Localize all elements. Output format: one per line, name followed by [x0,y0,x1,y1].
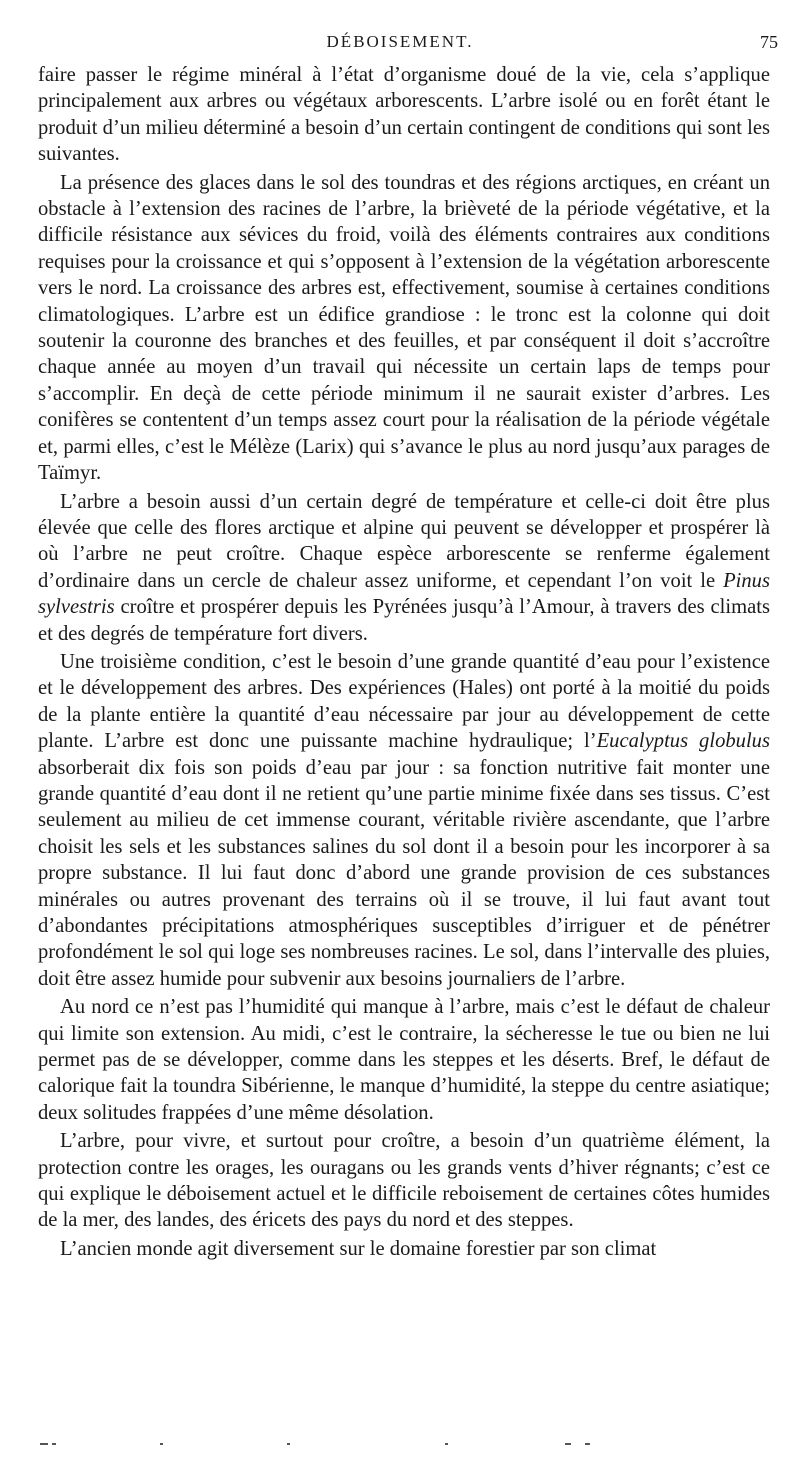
page-header [0,28,800,58]
paragraph-3 [38,489,770,647]
paragraph-3-text-before: L’arbre a besoin aussi d’un certain degré de température et celle-ci doit être plus élevée que celle des flores arctique et alpine qui peuvent se développer et prospérer là où l’arbre ne peut croître. Chaque espèce arborescente se renferme également d’ordinaire dans un cercle de chaleur assez uniforme, et cependant l’on voit le [38,490,770,592]
paragraph-4-species-name: Eucalyptus globulus [596,730,770,753]
scan-artifacts [0,1440,800,1450]
paragraph-4-text-after: absorberait dix fois son poids d’eau par jour : sa fonction nutritive fait monter une grande quantité d’eau dont il ne retient qu’une partie minime fixée dans ses tissus. C’est seulement au milieu de cet immense courant, véritable rivière ascendante, que l’arbre choisit les sels et les substances salines du sol dont il a besoin pour les incorporer à sa propre substance. Il lui faut donc d’abord une grande provision de ces substances minérales ou autres provenant des terrains où il se trouve, il lui faut avant tout d’abondantes précipitations atmosphériques susceptibles d’irriguer et de pénétrer profondément le sol qui loge ses nombreuses racines. Le sol, dans l’intervalle des pluies, doit être assez humide pour subvenir aux besoins journaliers de l’arbre. [38,756,770,990]
scan-speck [287,1443,290,1445]
paragraph-5: Au nord ce n’est pas l’humidité qui manque à l’arbre, mais c’est le défaut de chaleur qui limite son extension. Au midi, c’est le contraire, la sécheresse le tue ou bien ne lui permet pas de se développer, comme dans les steppes et les déserts. Bref, le défaut de calorique fait la toundra Sibérienne, le manque d’humidité, la steppe du centre asiatique; deux solitudes frappées d’une même désolation. [38,996,770,1124]
scan-speck [565,1443,571,1445]
paragraph-7: L’ancien monde agit diversement sur le domaine forestier par son climat [60,1237,657,1260]
scan-speck [585,1443,590,1445]
scan-speck [52,1443,56,1445]
scan-speck [160,1443,163,1445]
page-number: 75 [760,32,778,52]
paragraph-3-species-name: Pinus sylvestris [38,569,770,619]
paragraph-2: La présence des glaces dans le sol des toundras et des régions arctiques, en créant un obstacle à l’extension des racines de l’arbre, la brièveté de la période végétative, et la difficile résistance aux sévices du froid, voilà des éléments contraires aux conditions requises pour la croissance et qui s’opposent à l’extension de la végétation arborescente vers le nord. La croissance des arbres est, effectivement, soumise à certaines conditions climatologiques. L’arbre est un édifice grandiose : le tronc est la colonne qui doit soutenir la couronne des branches et des feuilles, et par conséquent il doit s’accroître chaque année au moyen d’un travail qui nécessite un certain laps de temps pour s’accomplir. En deçà de cette période minimum il ne saurait exister d’arbres. Les conifères se contentent d’un temps assez court pour la réalisation de la période végétale et, parmi elles, c’est le Mélèze (Larix) qui s’avance le plus au nord jusqu’aux parages de Taïmyr. [38,171,770,485]
paragraph-1: faire passer le régime minéral à l’état d’organisme doué de la vie, cela s’applique principalement aux arbres ou végétaux arborescents. L’arbre isolé ou en forêt étant le produit d’un milieu déterminé a besoin d’un certain contingent de conditions qui sont les suivantes. [38,64,770,166]
scan-speck [40,1443,48,1445]
paragraph-6: L’arbre, pour vivre, et surtout pour croître, a besoin d’un quatrième élément, la protection contre les orages, les ouragans ou les grands vents d’hiver régnants; c’est ce qui explique le déboisement actuel et le difficile reboisement de certaines côtes humides de la mer, des landes, des éricets des pays du nord et des steppes. [38,1130,770,1232]
scan-speck [445,1443,448,1445]
paragraph-4-text-before: Une troisième condition, c’est le besoin d’une grande quantité d’eau pour l’existence et le développement des arbres. Des expériences (Hales) ont porté à la moitié du poids de la plante entière la quantité d’eau nécessaire par jour au développement de cette plante. L’arbre est donc une puissante machine hydraulique; l’ [38,650,770,753]
body-text [38,62,770,1264]
paragraph-3-text-after: croître et prospérer depuis les Pyrénées jusqu’à l’Amour, à travers des climats et des degrés de température fort divers. [38,596,770,645]
paragraph-4 [38,649,770,992]
running-title: DÉBOISEMENT. [326,32,474,51]
